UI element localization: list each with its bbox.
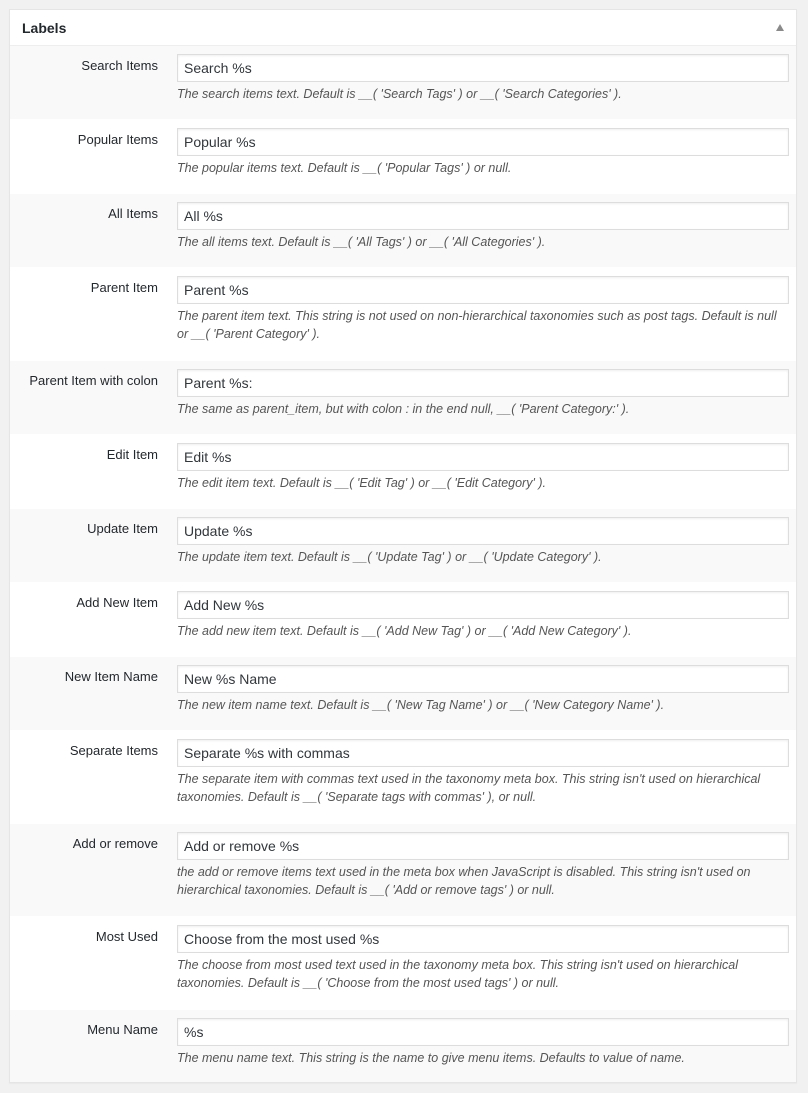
field-row-new-item-name bbox=[10, 657, 796, 731]
field-row-parent-item bbox=[10, 268, 796, 361]
edit-item-input[interactable] bbox=[177, 443, 789, 471]
new-item-name-input[interactable] bbox=[177, 665, 789, 693]
parent-item-colon-input[interactable] bbox=[177, 369, 789, 397]
field-description: The update item text. Default is __( 'Update Tag' ) or __( 'Update Category' ). bbox=[177, 550, 602, 564]
field-row-edit-item bbox=[10, 435, 796, 509]
panel-title: Labels bbox=[22, 20, 67, 36]
add-or-remove-input[interactable] bbox=[177, 832, 789, 860]
add-new-item-input[interactable] bbox=[177, 591, 789, 619]
popular-items-input[interactable] bbox=[177, 128, 789, 156]
panel-header bbox=[10, 10, 796, 46]
field-row-add-or-remove bbox=[10, 824, 796, 917]
panel-toggle-button[interactable] bbox=[760, 10, 796, 45]
field-description: The popular items text. Default is __( 'Popular Tags' ) or null. bbox=[177, 161, 512, 175]
field-label: Menu Name bbox=[87, 1022, 158, 1037]
most-used-input[interactable] bbox=[177, 925, 789, 953]
field-description: The add new item text. Default is __( 'Add New Tag' ) or __( 'Add New Category' ). bbox=[177, 624, 632, 638]
field-description: The menu name text. This string is the name to give menu items. Defaults to value of name. bbox=[177, 1051, 685, 1065]
field-description: The all items text. Default is __( 'All Tags' ) or __( 'All Categories' ). bbox=[177, 235, 546, 249]
all-items-input[interactable] bbox=[177, 202, 789, 230]
field-description: The edit item text. Default is __( 'Edit Tag' ) or __( 'Edit Category' ). bbox=[177, 476, 546, 490]
field-description: the add or remove items text used in the meta box when JavaScript is disabled. This string isn't used on hierarchical taxonomies. Default is __( 'Add or remove tags' ) or null. bbox=[177, 865, 751, 897]
field-label: Popular Items bbox=[77, 132, 158, 147]
field-row-separate-items bbox=[10, 731, 796, 824]
field-row-most-used bbox=[10, 917, 796, 1010]
field-label: Add New Item bbox=[76, 595, 158, 610]
field-description: The choose from most used text used in the taxonomy meta box. This string isn't used on hierarchical taxonomies. Default is __( 'Choose from the most used tags' ) or null. bbox=[177, 958, 738, 990]
field-description: The parent item text. This string is not used on non-hierarchical taxonomies such as post tags. Default is null or __( 'Parent Category' ). bbox=[177, 309, 777, 341]
separate-items-input[interactable] bbox=[177, 739, 789, 767]
field-description: The separate item with commas text used in the taxonomy meta box. This string isn't used on hierarchical taxonomies. Default is __( 'Separate tags with commas' ), or null. bbox=[177, 772, 761, 804]
field-description: The new item name text. Default is __( 'New Tag Name' ) or __( 'New Category Name' ). bbox=[177, 698, 665, 712]
field-label: Parent Item with colon bbox=[29, 373, 158, 388]
field-label: Update Item bbox=[87, 521, 158, 536]
field-list bbox=[10, 46, 796, 1083]
field-row-update-item bbox=[10, 509, 796, 583]
field-label: Parent Item bbox=[90, 280, 158, 295]
field-row-add-new-item bbox=[10, 583, 796, 657]
field-row-search-items bbox=[10, 46, 796, 120]
field-label: New Item Name bbox=[64, 669, 158, 684]
field-label: Separate Items bbox=[69, 743, 158, 758]
field-label: Most Used bbox=[95, 929, 158, 944]
update-item-input[interactable] bbox=[177, 517, 789, 545]
field-label: All Items bbox=[108, 206, 158, 221]
field-label: Edit Item bbox=[106, 447, 158, 462]
field-row-all-items bbox=[10, 194, 796, 268]
field-label: Search Items bbox=[81, 58, 158, 73]
field-description: The search items text. Default is __( 'Search Tags' ) or __( 'Search Categories' ). bbox=[177, 87, 622, 101]
search-items-input[interactable] bbox=[177, 54, 789, 82]
menu-name-input[interactable] bbox=[177, 1018, 789, 1046]
parent-item-input[interactable] bbox=[177, 276, 789, 304]
field-label: Add or remove bbox=[72, 836, 158, 851]
field-row-popular-items bbox=[10, 120, 796, 194]
labels-panel bbox=[9, 9, 797, 1083]
field-row-menu-name bbox=[10, 1010, 796, 1083]
triangle-up-icon bbox=[776, 24, 784, 31]
field-row-parent-item-colon bbox=[10, 361, 796, 435]
field-description: The same as parent_item, but with colon : in the end null, __( 'Parent Category:' ). bbox=[177, 402, 630, 416]
